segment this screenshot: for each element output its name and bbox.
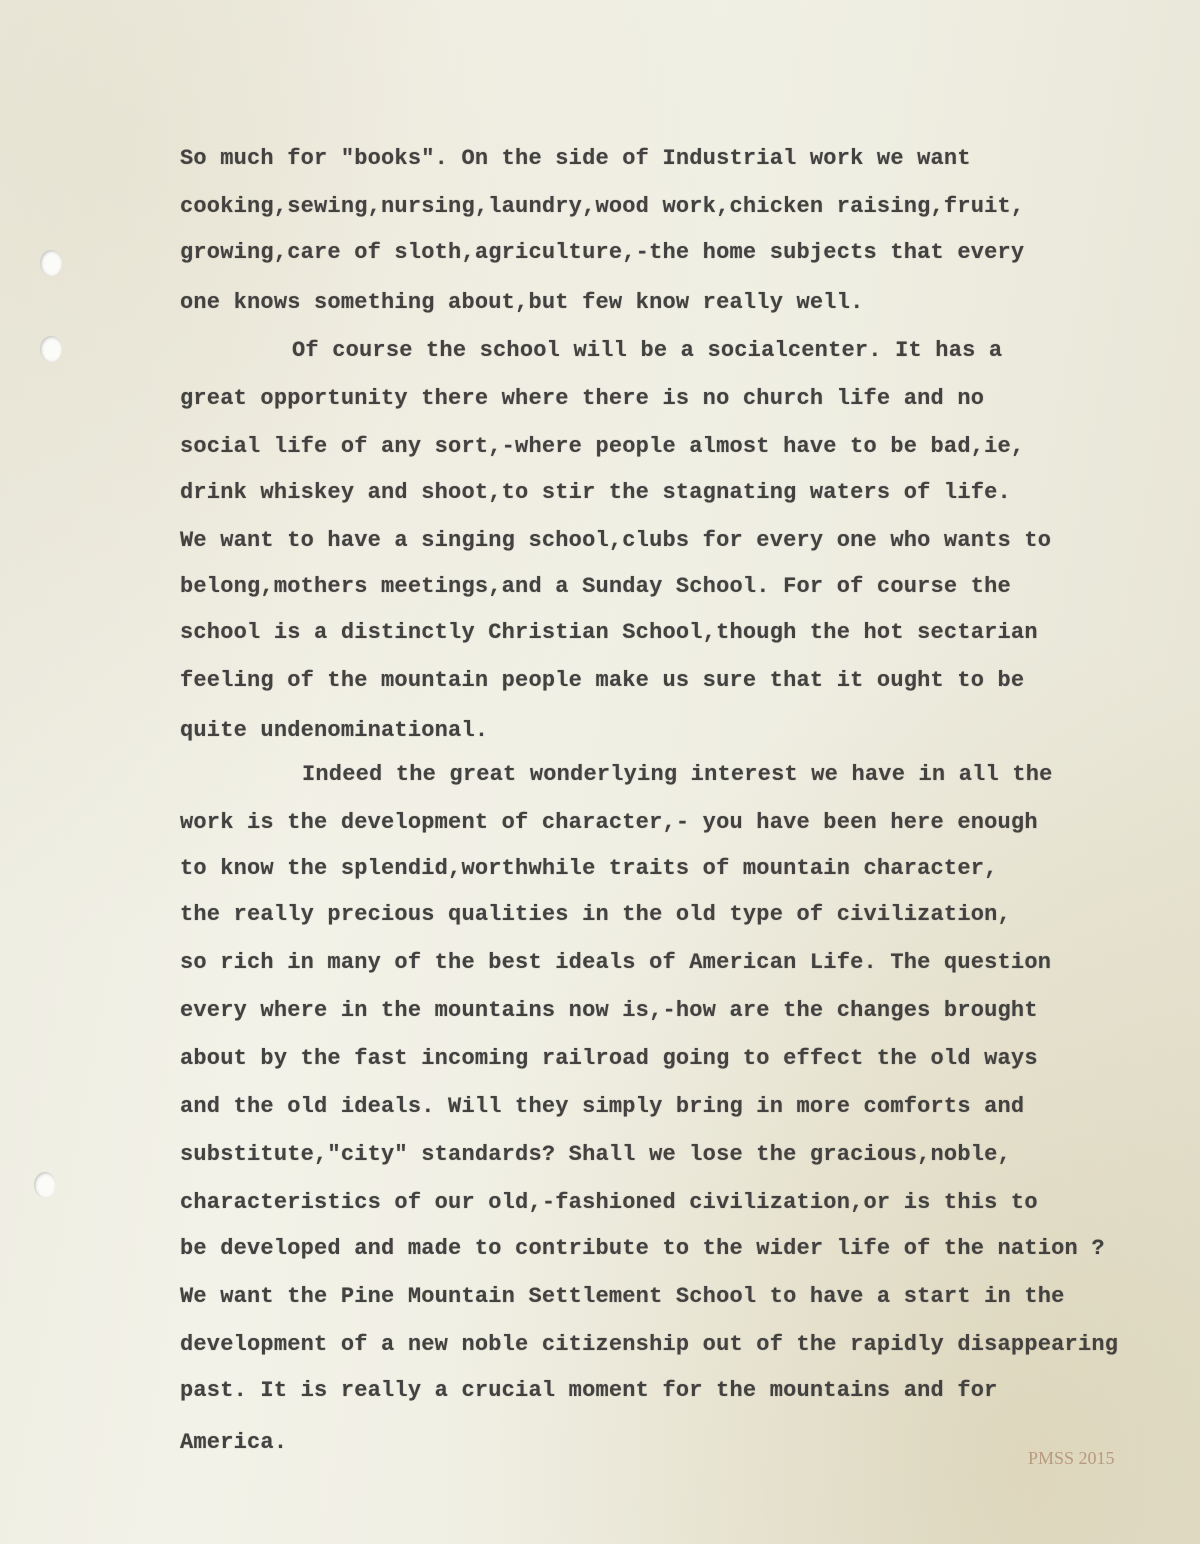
- text-line: Indeed the great wonderlying interest we have in all the: [302, 762, 1053, 787]
- text-line: So much for "books". On the side of Industrial work we want: [180, 146, 971, 171]
- text-line: every where in the mountains now is,-how are the changes brought: [180, 998, 1038, 1023]
- watermark: PMSS 2015: [1028, 1448, 1115, 1468]
- text-line: to know the splendid,worthwhile traits of mountain character,: [180, 856, 998, 881]
- text-line: Of course the school will be a socialcenter. It has a: [292, 338, 1003, 363]
- text-line: school is a distinctly Christian School,though the hot sectarian: [180, 620, 1038, 645]
- text-line: America.: [180, 1430, 288, 1455]
- text-line: growing,care of sloth,agriculture,-the home subjects that every: [180, 240, 1025, 265]
- text-line: belong,mothers meetings,and a Sunday School. For of course the: [180, 574, 1011, 599]
- text-line: substitute,"city" standards? Shall we lose the gracious,noble,: [180, 1142, 1011, 1167]
- text-line: feeling of the mountain people make us sure that it ought to be: [180, 668, 1025, 693]
- text-line: We want the Pine Mountain Settlement School to have a start in the: [180, 1284, 1065, 1309]
- text-line: development of a new noble citizenship out of the rapidly disappearing: [180, 1332, 1119, 1357]
- text-line: social life of any sort,-where people almost have to be bad,ie,: [180, 434, 1025, 459]
- punch-hole: [34, 1172, 56, 1198]
- text-line: drink whiskey and shoot,to stir the stagnating waters of life.: [180, 480, 1011, 505]
- text-line: quite undenominational.: [180, 718, 489, 743]
- text-line: work is the development of character,- you have been here enough: [180, 810, 1038, 835]
- text-line: past. It is really a crucial moment for the mountains and for: [180, 1378, 998, 1403]
- text-line: one knows something about,but few know really well.: [180, 290, 864, 315]
- text-line: about by the fast incoming railroad going to effect the old ways: [180, 1046, 1038, 1071]
- text-line: the really precious qualities in the old type of civilization,: [180, 902, 1011, 927]
- text-line: We want to have a singing school,clubs for every one who wants to: [180, 528, 1052, 553]
- text-line: cooking,sewing,nursing,laundry,wood work,chicken raising,fruit,: [180, 194, 1025, 219]
- punch-hole: [40, 250, 62, 276]
- text-line: and the old ideals. Will they simply bring in more comforts and: [180, 1094, 1025, 1119]
- text-line: great opportunity there where there is no church life and no: [180, 386, 985, 411]
- text-line: be developed and made to contribute to the wider life of the nation ?: [180, 1236, 1105, 1261]
- text-line: so rich in many of the best ideals of American Life. The question: [180, 950, 1052, 975]
- punch-hole: [40, 336, 62, 362]
- text-line: characteristics of our old,-fashioned civilization,or is this to: [180, 1190, 1038, 1215]
